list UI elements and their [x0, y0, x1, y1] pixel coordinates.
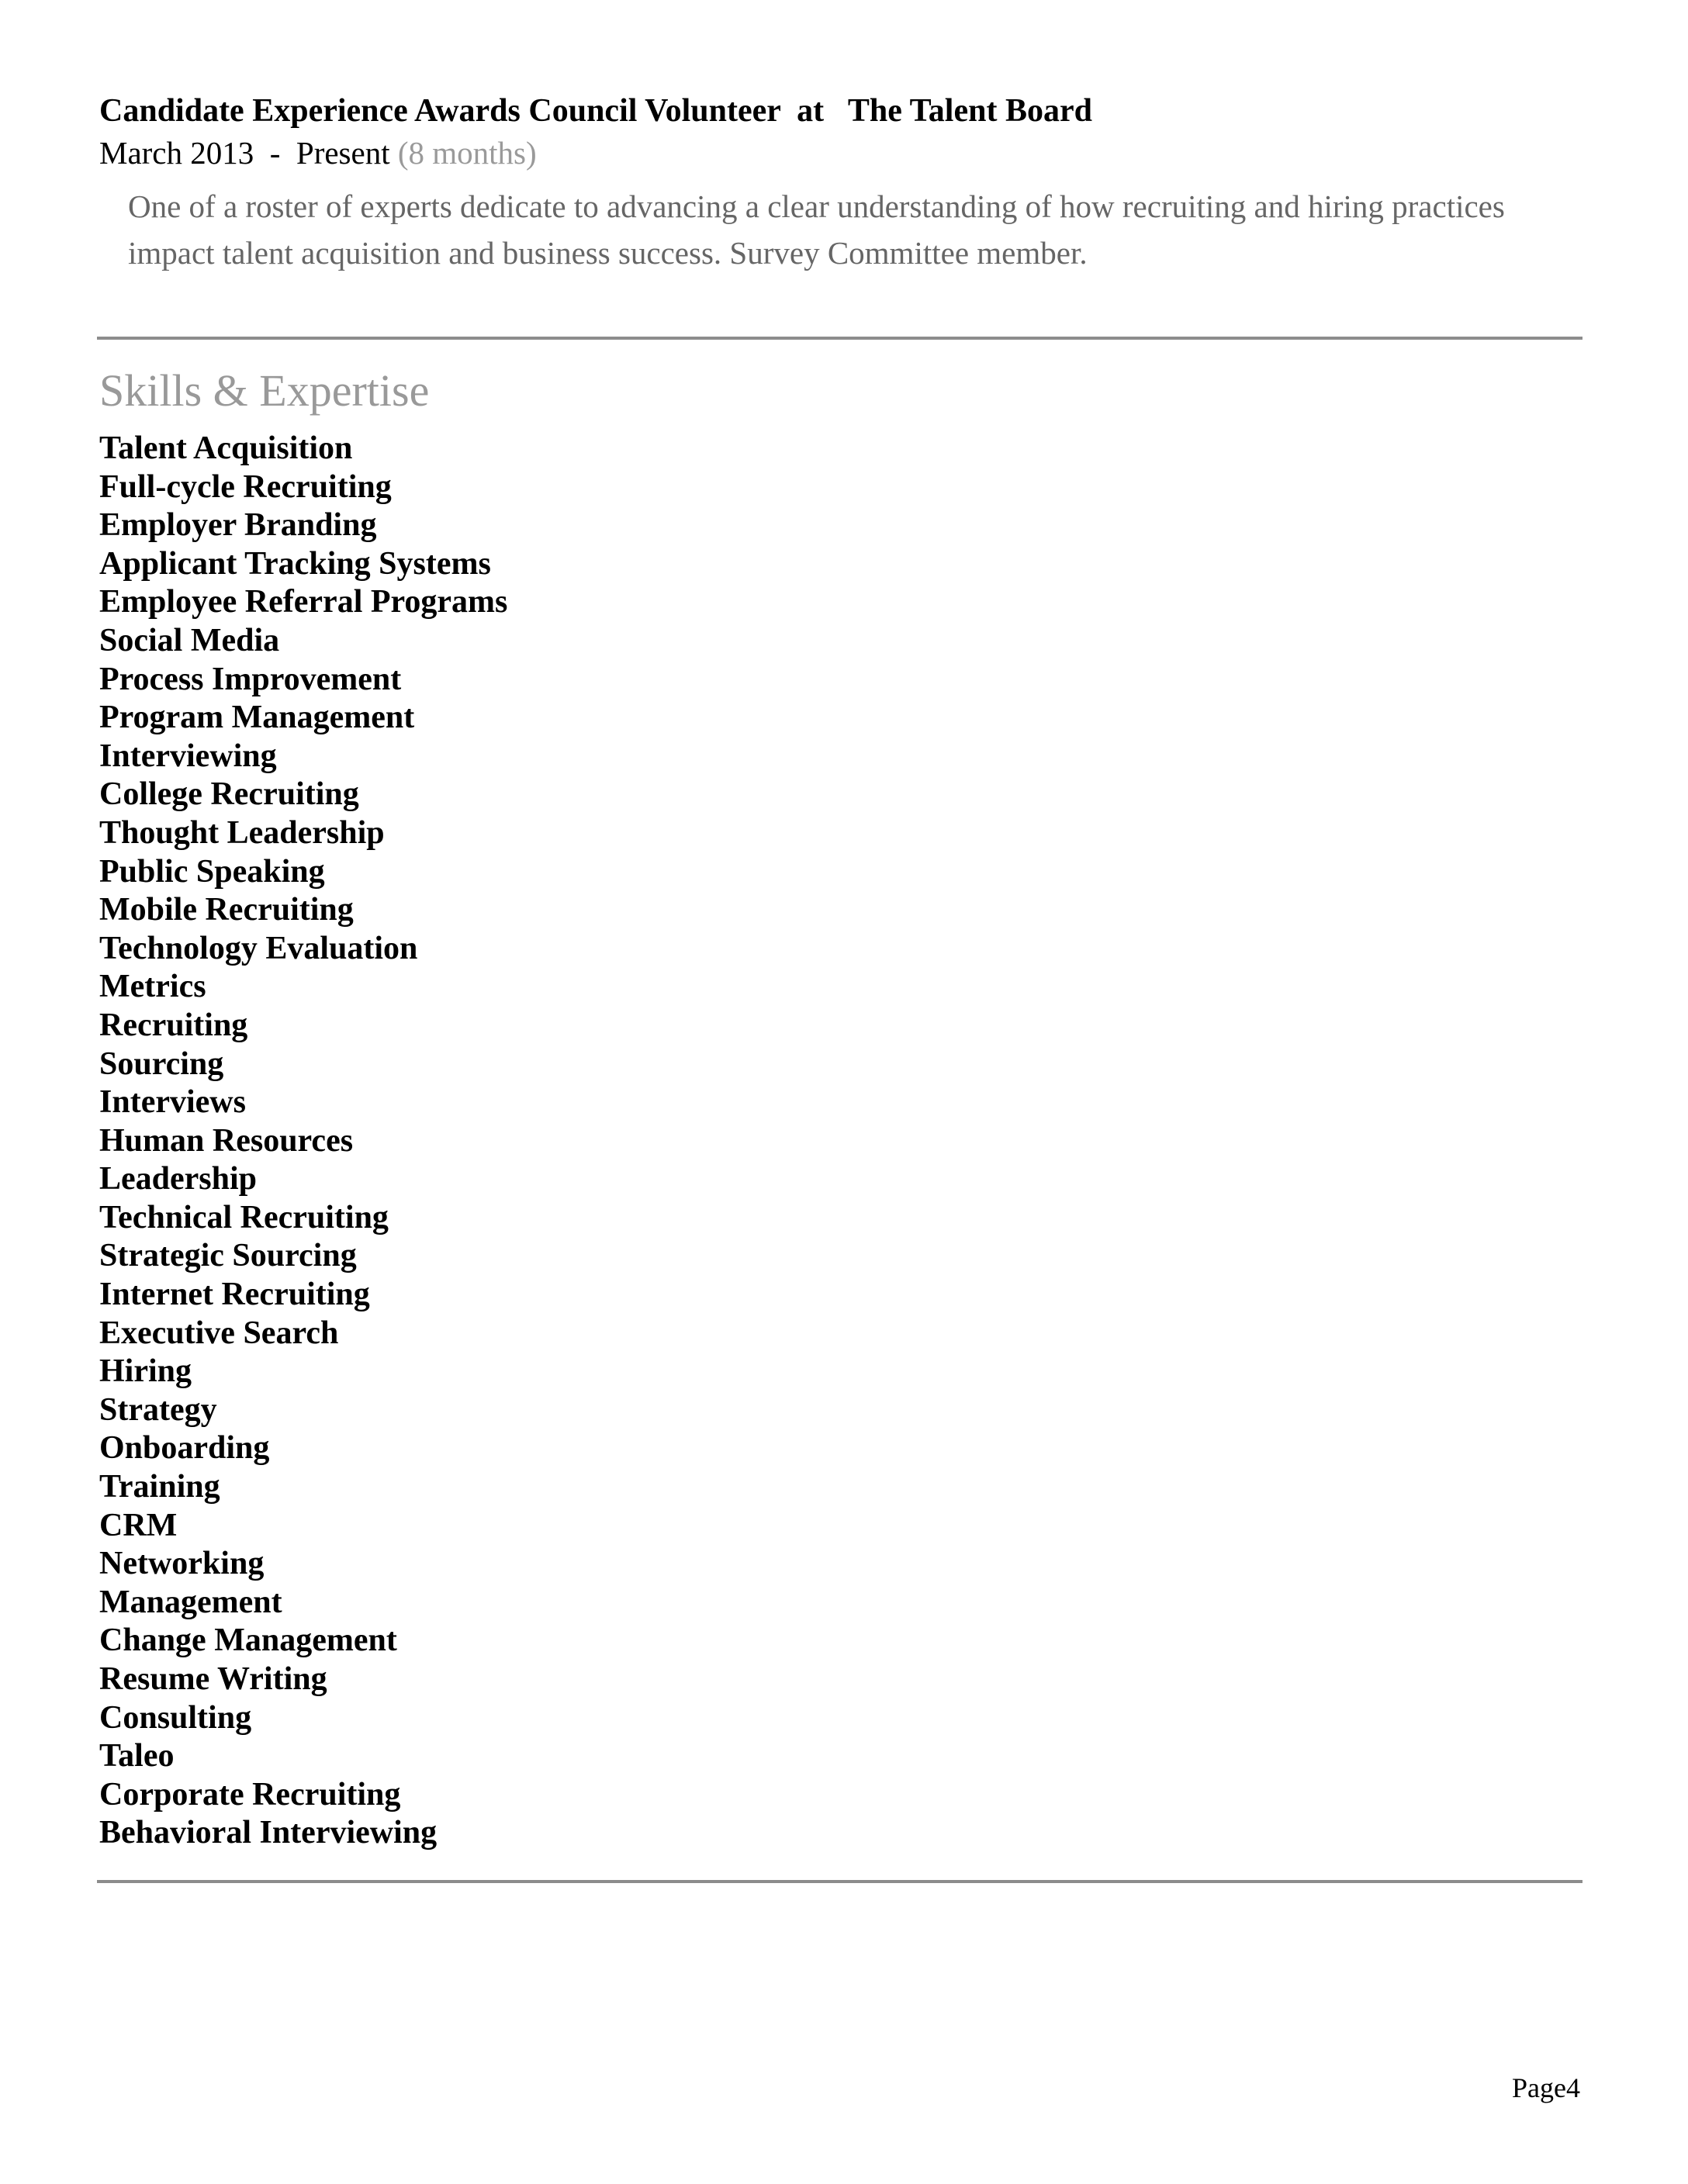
skill-item: Leadership	[99, 1161, 258, 1197]
skill-item: Internet Recruiting	[99, 1277, 370, 1313]
skill-item: Employer Branding	[99, 507, 377, 544]
skill-item: Program Management	[99, 700, 415, 736]
skill-item: Hiring	[99, 1353, 192, 1390]
page-number: Page4	[1512, 2072, 1580, 2103]
skill-item: Mobile Recruiting	[99, 892, 354, 928]
skill-item: Metrics	[99, 969, 206, 1005]
description-line: impact talent acquisition and business success. Survey Committee member.	[128, 235, 1088, 271]
skill-item: Consulting	[99, 1699, 252, 1736]
volunteer-role-title: Candidate Experience Awards Council Volunteer at The Talent Board	[99, 93, 1092, 129]
skills-list	[99, 430, 507, 1853]
skill-item: College Recruiting	[99, 776, 359, 813]
volunteer-dates	[99, 133, 537, 172]
skill-item: Sourcing	[99, 1045, 224, 1082]
skills-heading: Skills & Expertise	[99, 365, 430, 416]
skill-item: Onboarding	[99, 1430, 270, 1467]
skill-item: Full-cycle Recruiting	[99, 468, 392, 505]
skill-item: Talent Acquisition	[99, 430, 353, 466]
skill-item: Social Media	[99, 622, 280, 658]
skill-item: Networking	[99, 1546, 265, 1582]
skill-item: Executive Search	[99, 1315, 339, 1351]
skill-item: Management	[99, 1584, 282, 1620]
volunteer-description	[128, 183, 1602, 276]
section-divider	[97, 1880, 1582, 1883]
skill-item: Interviewing	[99, 738, 277, 774]
skill-item: Behavioral Interviewing	[99, 1815, 438, 1851]
skill-item: Applicant Tracking Systems	[99, 545, 491, 582]
duration: (8 months)	[397, 135, 537, 171]
date-range: March 2013 - Present	[99, 135, 390, 171]
skill-item: CRM	[99, 1507, 178, 1543]
skill-item: Strategy	[99, 1391, 217, 1428]
skill-item: Employee Referral Programs	[99, 584, 508, 620]
skill-item: Recruiting	[99, 1007, 248, 1043]
description-line: One of a roster of experts dedicate to advancing a clear understanding of how recruiting and hiring practices	[128, 188, 1505, 224]
skill-item: Technical Recruiting	[99, 1199, 389, 1235]
skill-item: Taleo	[99, 1738, 175, 1774]
skill-item: Resume Writing	[99, 1661, 327, 1697]
skill-item: Thought Leadership	[99, 814, 385, 851]
skill-item: Training	[99, 1469, 220, 1505]
skill-item: Corporate Recruiting	[99, 1776, 401, 1813]
skill-item: Technology Evaluation	[99, 930, 418, 966]
skill-item: Strategic Sourcing	[99, 1238, 357, 1274]
skill-item: Public Speaking	[99, 853, 325, 890]
skill-item: Interviews	[99, 1084, 246, 1121]
skill-item: Change Management	[99, 1622, 397, 1659]
skill-item: Process Improvement	[99, 661, 402, 697]
section-divider	[97, 337, 1582, 340]
skill-item: Human Resources	[99, 1122, 354, 1159]
